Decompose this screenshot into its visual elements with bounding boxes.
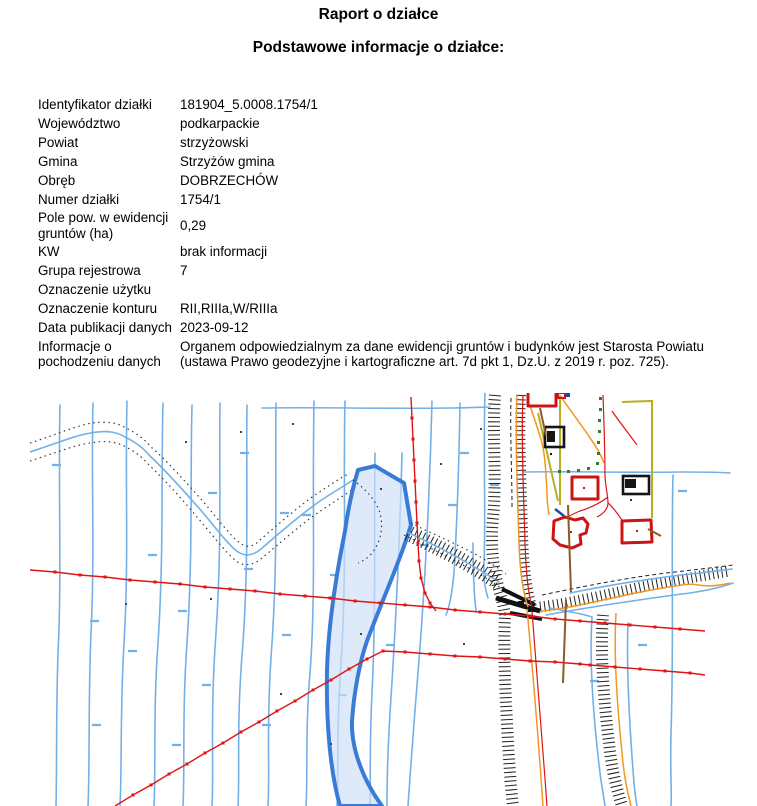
info-row bbox=[38, 171, 740, 190]
field-value: strzyżowski bbox=[180, 134, 249, 150]
info-row bbox=[38, 133, 740, 152]
field-value: 2023-09-12 bbox=[180, 320, 249, 336]
power-lines bbox=[30, 397, 705, 806]
building-red bbox=[528, 393, 556, 406]
field-value: 7 bbox=[180, 263, 188, 279]
field-label: KW bbox=[38, 244, 60, 260]
info-row bbox=[38, 95, 740, 114]
field-value: 181904_5.0008.1754/1 bbox=[180, 96, 318, 112]
stream bbox=[30, 422, 356, 564]
field-label: Gmina bbox=[38, 153, 78, 169]
field-label: Informacje o pochodzeniu danych bbox=[38, 338, 161, 370]
field-value: podkarpackie bbox=[180, 115, 260, 131]
field-label: Obręb bbox=[38, 172, 76, 188]
section-title: Podstawowe informacje o działce: bbox=[252, 39, 505, 56]
field-label: Oznaczenie użytku bbox=[38, 282, 152, 298]
cadastral-map-svg bbox=[30, 393, 757, 806]
info-row bbox=[38, 114, 740, 133]
cadastral-map bbox=[30, 393, 757, 806]
info-row bbox=[38, 190, 740, 209]
info-row bbox=[38, 319, 740, 338]
field-label: Województwo bbox=[38, 115, 121, 131]
info-row bbox=[38, 209, 740, 243]
field-value: DOBRZECHÓW bbox=[180, 172, 279, 188]
field-label: Oznaczenie konturu bbox=[38, 301, 158, 317]
field-value: 0,29 bbox=[180, 217, 207, 233]
field-label: Identyfikator działki bbox=[38, 96, 152, 112]
buildings bbox=[528, 393, 652, 548]
field-label: Data publikacji danych bbox=[38, 320, 172, 336]
ditch-lines bbox=[56, 393, 730, 806]
field-label: Grupa rejestrowa bbox=[38, 263, 141, 279]
page-title: Raport o działce bbox=[318, 6, 439, 23]
parcel-info-table bbox=[38, 95, 740, 371]
field-value: Strzyżów gmina bbox=[180, 153, 275, 169]
highlighted-parcel bbox=[327, 466, 411, 806]
info-row bbox=[38, 281, 740, 300]
info-row bbox=[38, 300, 740, 319]
escarpment-bands bbox=[492, 395, 733, 806]
info-row bbox=[38, 262, 740, 281]
field-label: Numer działki bbox=[38, 191, 120, 207]
field-label: Powiat bbox=[38, 134, 79, 150]
field-value bbox=[180, 289, 740, 291]
field-value: brak informacji bbox=[180, 244, 268, 260]
field-value: Organem odpowiedzialnym za dane ewidencji gruntów i budynków jest Starosta Powiatu (ustawa Prawo geodezyjne i kartograficzne art. 7d pkt 1, Dz.U. z 2019 r. poz. 725). bbox=[180, 338, 705, 370]
field-label: Pole pow. w ewidencji gruntów (ha) bbox=[38, 210, 169, 241]
field-value: 1754/1 bbox=[180, 191, 221, 207]
info-row bbox=[38, 243, 740, 262]
info-row bbox=[38, 338, 740, 372]
field-value: RII,RIIIa,W/RIIIa bbox=[180, 301, 278, 317]
info-row bbox=[38, 152, 740, 171]
